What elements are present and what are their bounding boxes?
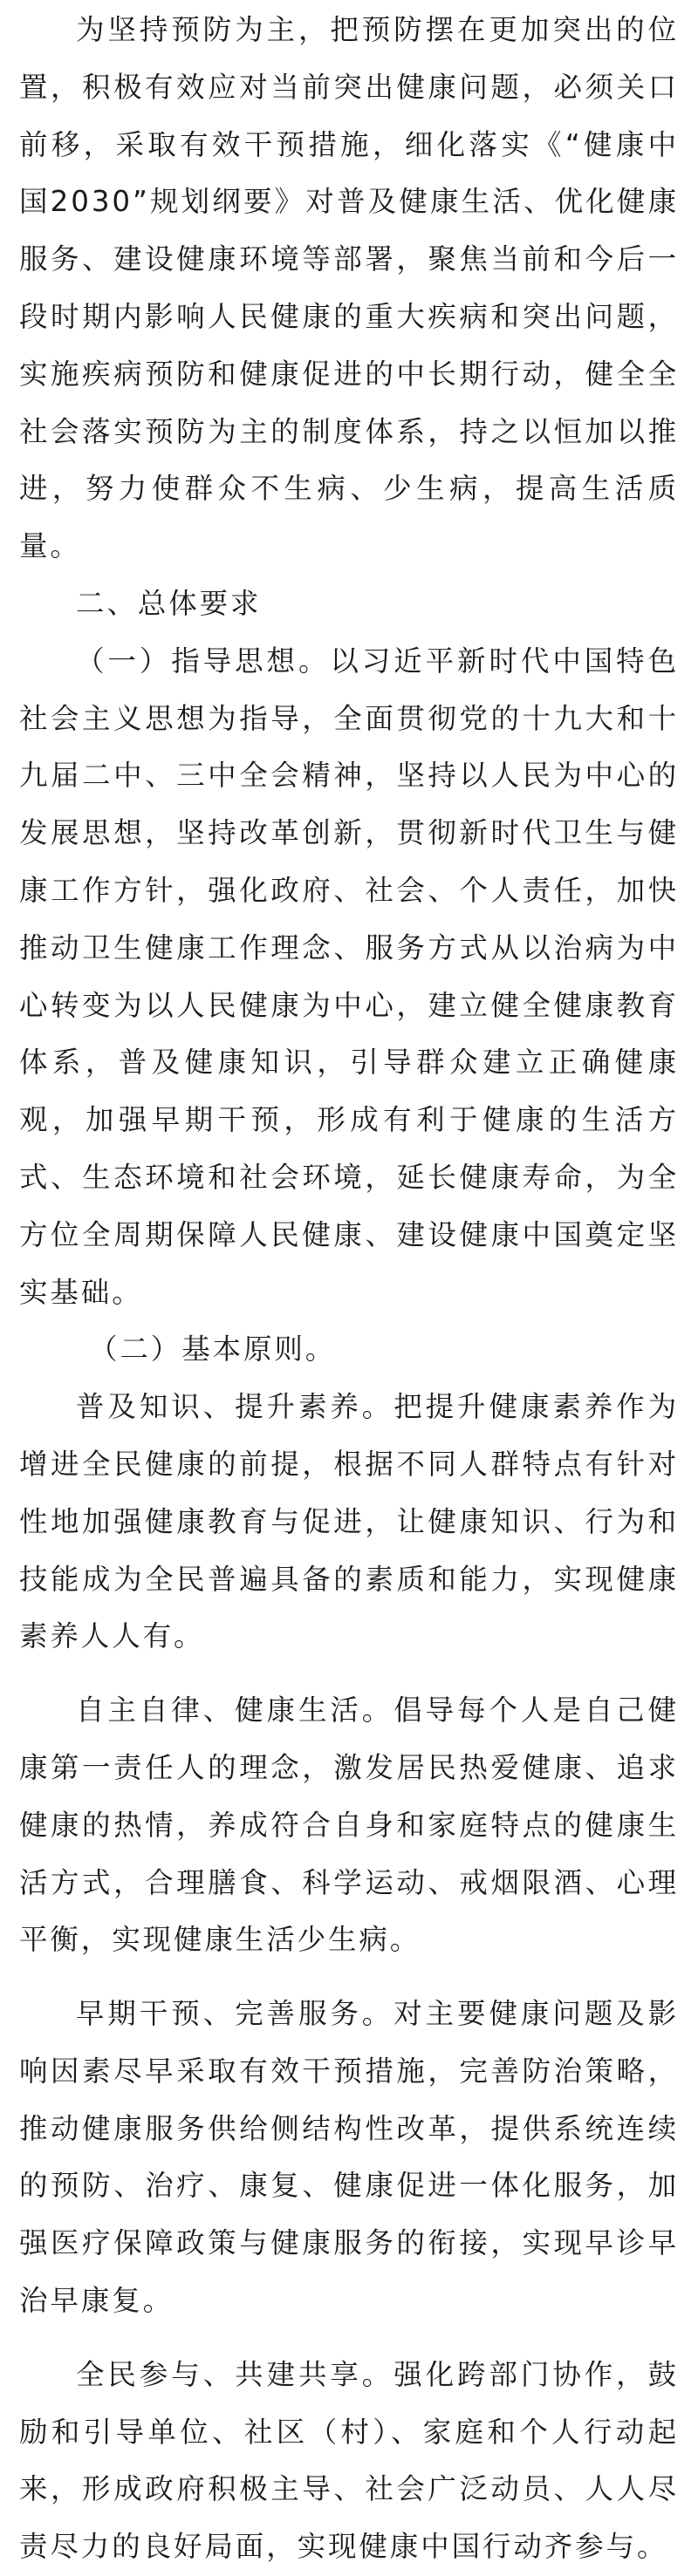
principle-paragraph-self-discipline: 自主自律、健康生活。倡导每个人是自己健康第一责任人的理念，激发居民热爱健康、追求健康的热情，养成符合自身和家庭特点的健康生活方式，合理膳食、科学运动、戒烟限酒、心理平衡，实现健康生活少生病。 [19,1693,679,1957]
principle-paragraph-knowledge: 普及知识、提升素养。把提升健康素养作为增进全民健康的前提，根据不同人群特点有针对性地加强健康教育与促进，让健康知识、行为和技能成为全民普遍具备的素质和能力，实现健康素养人人有。 [19,1390,679,1653]
paragraph-spacer [19,1666,679,1682]
principle-paragraph-early-intervention: 早期干预、完善服务。对主要健康问题及影响因素尽早采取有效干预措施，完善防治策略，推动健康服务供给侧结构性改革，提供系统连续的预防、治疗、康复、健康促进一体化服务，加强医疗保障政策与健康服务的衔接，实现早诊早治早康复。 [19,1997,679,2318]
paragraph-spacer [19,1969,679,1986]
principle-paragraph-participation: 全民参与、共建共享。强化跨部门协作，鼓励和引导单位、社区（村）、家庭和个人行动起来，形成政府积极主导、社会广泛动员、人人尽责尽力的良好局面，实现健康中国行动齐参与。 [19,2357,679,2564]
basic-principles-heading: （二）基本原则。 [89,1332,337,1366]
guiding-thought-paragraph: （一）指导思想。以习近平新时代中国特色社会主义思想为指导，全面贯彻党的十九大和十九届二中、三中全会精神，坚持以人民为中心的发展思想，坚持改革创新，贯彻新时代卫生与健康工作方针，强化政府、社会、个人责任，加快推动卫生健康工作理念、服务方式从以治病为中心转变为以人民健康为中心，建立健全健康教育体系，普及健康知识，引导群众建立正确健康观，加强早期干预，形成有利于健康的生活方式、生态环境和社会环境，延长健康寿命，为全方位全周期保障人民健康、建设健康中国奠定坚实基础。 [19,644,679,1309]
intro-paragraph: 为坚持预防为主，把预防摆在更加突出的位置，积极有效应对当前突出健康问题，必须关口前移，采取有效干预措施，细化落实《“健康中国2030”规划纲要》对普及健康生活、优化健康服务、建设健康环境等部署，聚焦当前和今后一段时期内影响人民健康的重大疾病和突出问题，实施疾病预防和健康促进的中长期行动，健全全社会落实预防为主的制度体系，持之以恒加以推进，努力使群众不生病、少生病，提高生活质量。 [19,13,679,563]
paragraph-spacer [19,2330,679,2347]
section-heading-general-requirements: 二、总体要求 [76,586,262,620]
